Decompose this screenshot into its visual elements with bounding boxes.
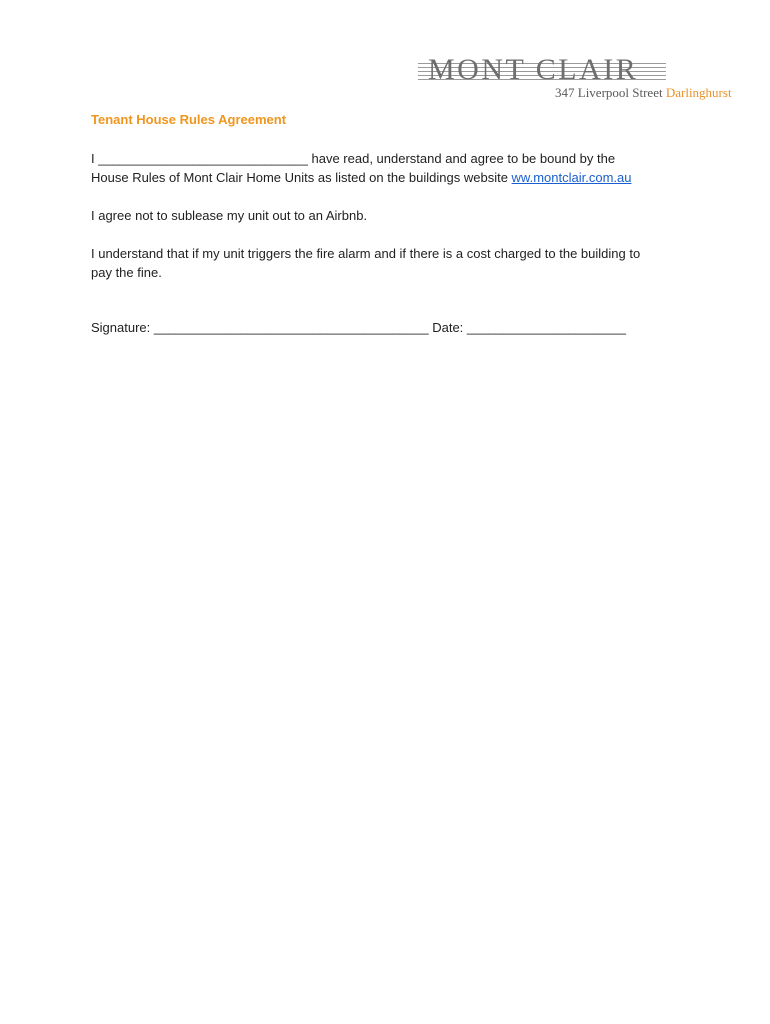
logo-address [555, 85, 732, 101]
sublease-paragraph: I agree not to sublease my unit out to an Airbnb. [91, 208, 368, 223]
logo-street: 347 Liverpool Street [555, 85, 663, 100]
acknowledgement-line-2 [91, 168, 631, 187]
document-title: Tenant House Rules Agreement [91, 112, 287, 127]
signature-date-line[interactable]: Signature: ______________________________________ Date: ______________________ [91, 320, 626, 335]
acknowledgement-line-1: I _____________________________ have read, understand and agree to be bound by the [91, 151, 616, 166]
fire-alarm-line-2: pay the fine. [91, 265, 162, 280]
fire-alarm-paragraph [91, 244, 640, 282]
acknowledgement-paragraph [91, 149, 631, 187]
acknowledgement-line-2-text: House Rules of Mont Clair Home Units as listed on the buildings website [91, 170, 512, 185]
mont-clair-logo [418, 54, 738, 104]
logo-suburb: Darlinghurst [665, 85, 732, 100]
website-link[interactable]: ww.montclair.com.au [511, 170, 632, 185]
logo-wordmark: MONT CLAIR [428, 53, 639, 86]
fire-alarm-line-1: I understand that if my unit triggers the fire alarm and if there is a cost charged to the building to [91, 246, 641, 261]
